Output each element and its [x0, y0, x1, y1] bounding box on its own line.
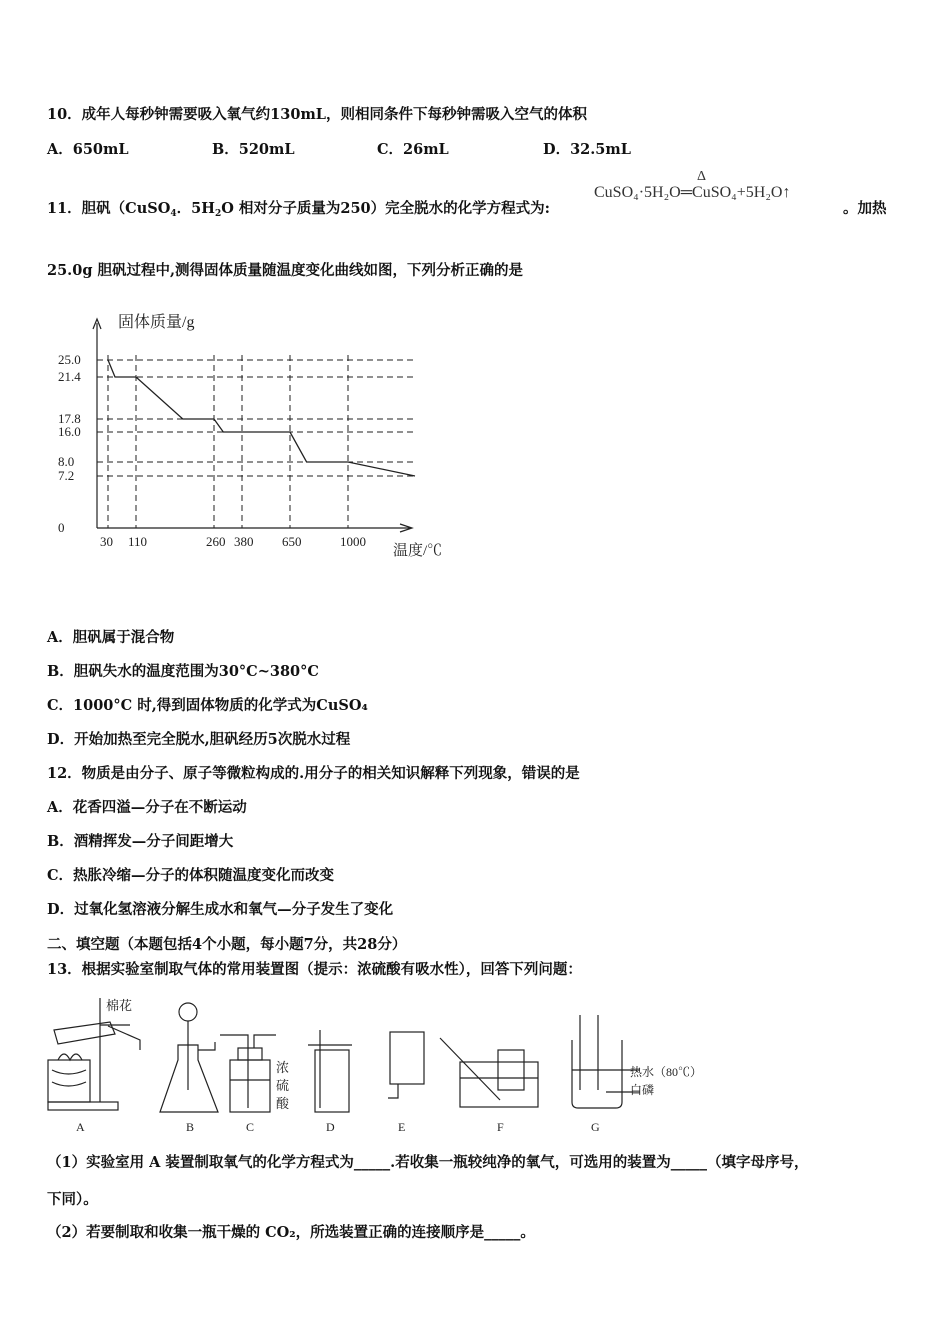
apparatus-label-a: A [76, 1120, 85, 1134]
dehydration-equation: Δ CuSO₄·5H₂O═CuSO₄+5H₂O↑ [594, 169, 791, 201]
q13-stem: 13．根据实验室制取气体的常用装置图（提示：浓硫酸有吸水性），回答下列问题： [47, 961, 582, 978]
apparatus-label-c: C [246, 1120, 255, 1134]
acid-label-1: 浓 [276, 1060, 290, 1075]
apparatus-g [572, 1015, 702, 1108]
apparatus-e [388, 1032, 424, 1098]
white-phosphorus-label: 白磷 [630, 1083, 655, 1097]
y-tick-label: 16.0 [58, 424, 81, 439]
q12-option-a: A．花香四溢—分子在不断运动 [47, 799, 247, 816]
x-axis-label: 温度/℃ [393, 543, 443, 559]
y-tick-label: 21.4 [58, 369, 81, 384]
apparatus-label-b: B [186, 1120, 195, 1134]
q11-stem: 11．胆矾（CuSO$_4$．$5H_2O$ 相对分子质量为250）完全脱水的化学方程式为: [47, 200, 551, 219]
cotton-label: 棉花 [106, 998, 133, 1013]
x-tick-label: 110 [128, 534, 148, 549]
apparatus-d [308, 1030, 352, 1112]
x-tick-label: 30 [100, 534, 113, 549]
apparatus-label-f: F [497, 1120, 504, 1134]
apparatus-label-e: E [398, 1120, 406, 1134]
q11-option-b: B．胆矾失水的温度范围为30°C~380°C [47, 663, 319, 680]
q12-option-d: D．过氧化氢溶液分解生成水和氧气—分子发生了变化 [47, 901, 394, 918]
q10-option-b: B．520mL [212, 141, 295, 158]
hot-water-label: 热水（80℃） [630, 1065, 703, 1079]
q10-option-d: D．32.5mL [543, 141, 631, 158]
y-tick-label: 8.0 [58, 454, 75, 469]
q13-part1-line2: 下同）。 [47, 1191, 98, 1208]
q11-option-d: D．开始加热至完全脱水,胆矾经历5次脱水过程 [47, 731, 351, 748]
y-tick-label: 17.8 [58, 411, 81, 426]
heat-condition: Δ [697, 169, 707, 184]
mass-temperature-chart [50, 305, 460, 565]
apparatus-f [440, 1038, 538, 1107]
y-axis-label: 固体质量/g [118, 314, 195, 331]
apparatus-a [48, 998, 140, 1110]
y-tick-label: 7.2 [58, 468, 75, 483]
q12-stem: 12．物质是由分子、原子等微粒构成的.用分子的相关知识解释下列现象，错误的是 [47, 765, 580, 782]
apparatus-c [220, 1035, 276, 1112]
apparatus-b [160, 1003, 218, 1112]
x-tick-label: 1000 [340, 534, 366, 549]
q10-option-c: C．26mL [377, 141, 449, 158]
q12-option-c: C．热胀冷缩—分子的体积随温度变化而改变 [47, 867, 335, 884]
apparatus-label-g: G [591, 1120, 600, 1134]
section-heading: 二、填空题（本题包括4个小题，每小题7分，共28分） [47, 936, 407, 953]
q11-option-c: C．1000°C 时,得到固体物质的化学式为CuSO₄ [47, 697, 368, 714]
acid-label-2: 硫 [276, 1078, 290, 1093]
q13-part1-line1: （1）实验室用 A 装置制取氧气的化学方程式为_____.若收集一瓶较纯净的氧气，可选用的装置为_____（填字母序号， [47, 1154, 809, 1171]
acid-label-3: 酸 [276, 1096, 290, 1111]
apparatus-label-d: D [326, 1120, 335, 1134]
x-tick-label: 380 [234, 534, 254, 549]
q12-option-b: B．酒精挥发—分子间距增大 [47, 833, 234, 850]
y-tick-label: 0 [58, 520, 65, 535]
q10-option-a: A．650mL [47, 141, 129, 158]
q11-option-a: A．胆矾属于混合物 [47, 629, 175, 646]
x-tick-label: 650 [282, 534, 302, 549]
apparatus-figure [40, 990, 730, 1140]
q11-stem-end: 。加热 [843, 200, 887, 217]
y-tick-label: 25.0 [58, 352, 81, 367]
x-tick-label: 260 [206, 534, 226, 549]
q10-stem: 10．成年人每秒钟需要吸入氧气约130mL，则相同条件下每秒钟需吸入空气的体积 [47, 106, 587, 123]
q11-stem-line2: 25.0g 胆矾过程中,测得固体质量随温度变化曲线如图，下列分析正确的是 [47, 262, 524, 279]
q13-part2: （2）若要制取和收集一瓶干燥的 CO₂，所选装置正确的连接顺序是_____。 [47, 1224, 535, 1241]
